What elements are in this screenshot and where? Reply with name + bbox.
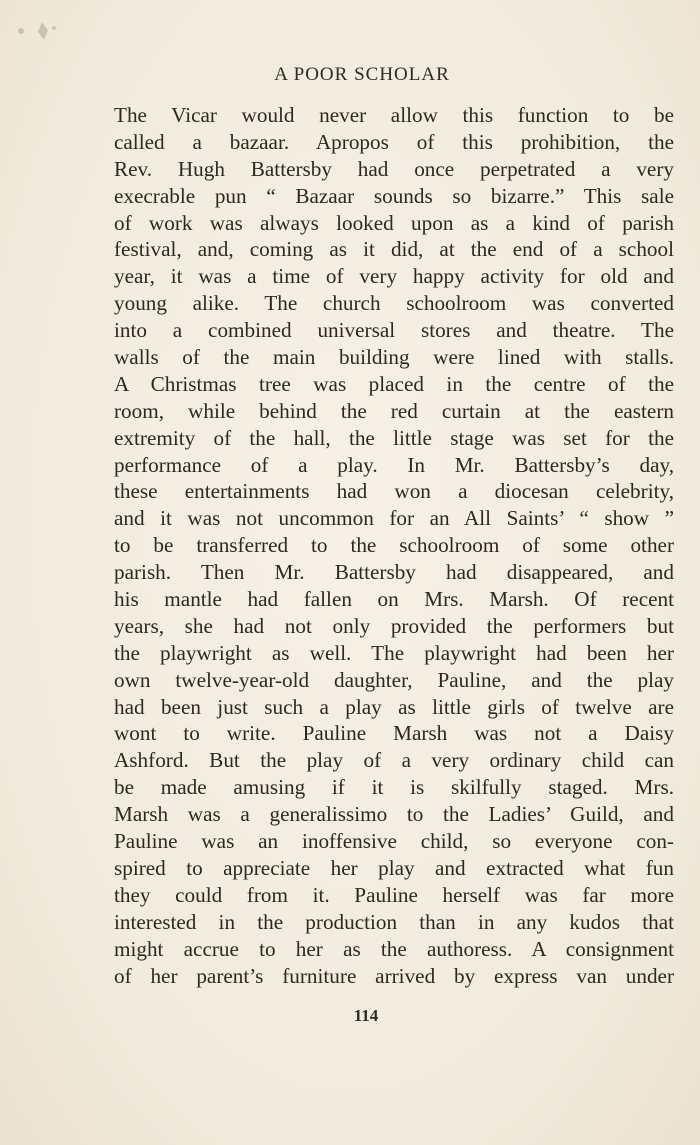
text-line: Pauline was an inoffensive child, so everyone con- (114, 829, 674, 854)
text-line: to be transferred to the schoolroom of some other (114, 533, 674, 558)
text-line: Marsh was a generalissimo to the Ladies’ Guild, and (114, 802, 674, 827)
text-line: festival, and, coming as it did, at the end of a school (114, 237, 674, 262)
text-line: the playwright as well. The playwright had been her (114, 640, 674, 665)
text-line: of her parent’s furniture arrived by express van under (114, 963, 674, 988)
text-line: Ashford. But the play of a very ordinary child can (114, 748, 674, 773)
text-line: had been just such a play as little girls of twelve are (114, 694, 674, 719)
body-text (114, 102, 674, 989)
text-line: wont to write. Pauline Marsh was not a Daisy (114, 721, 674, 746)
running-head: A POOR SCHOLAR (274, 64, 450, 85)
text-line: extremity of the hall, the little stage was set for the (114, 425, 674, 450)
text-line: and it was not uncommon for an All Saints’ “ show ” (114, 506, 674, 531)
text-line: young alike. The church schoolroom was converted (114, 291, 674, 316)
text-line: years, she had not only provided the performers but (114, 613, 674, 638)
text-line: performance of a play. In Mr. Battersby’s day, (114, 452, 674, 477)
text-line: room, while behind the red curtain at the eastern (114, 398, 674, 423)
ink-smudge-mark (14, 18, 68, 44)
text-line: might accrue to her as the authoress. A consignment (114, 936, 674, 961)
text-line: The Vicar would never allow this function to be (114, 103, 674, 127)
text-line: parish. Then Mr. Battersby had disappeared, and (114, 560, 674, 585)
text-line: execrable pun “ Bazaar sounds so bizarre.” This sale (114, 183, 674, 208)
page-number: 114 (353, 1006, 379, 1025)
text-line: spired to appreciate her play and extracted what fun (114, 855, 674, 880)
text-line: called a bazaar. Apropos of this prohibition, the (114, 129, 674, 154)
text-line: into a combined universal stores and theatre. The (114, 318, 674, 343)
text-line: year, it was a time of very happy activity for old and (114, 264, 674, 289)
text-line: own twelve-year-old daughter, Pauline, and the play (114, 667, 674, 692)
text-line: his mantle had fallen on Mrs. Marsh. Of recent (114, 587, 674, 612)
text-line: A Christmas tree was placed in the centre of the (114, 371, 674, 396)
text-line: these entertainments had won a diocesan celebrity, (114, 479, 674, 504)
text-line: Rev. Hugh Battersby had once perpetrated a very (114, 156, 674, 181)
text-line: of work was always looked upon as a kind of parish (114, 210, 674, 235)
text-line: interested in the production than in any kudos that (114, 909, 674, 934)
text-line: they could from it. Pauline herself was far more (114, 882, 674, 907)
text-line: be made amusing if it is skilfully staged. Mrs. (114, 775, 674, 800)
text-line: walls of the main building were lined with stalls. (114, 345, 674, 370)
